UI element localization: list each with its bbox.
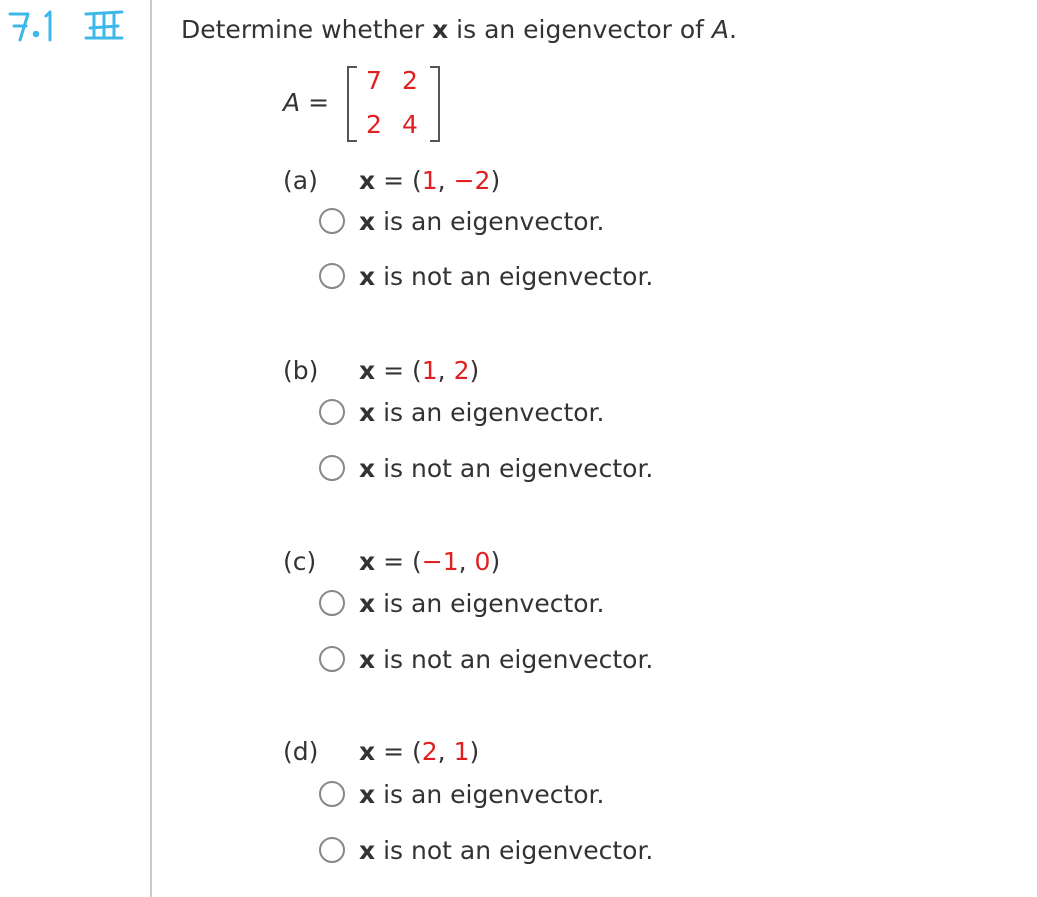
part-label: (a) [283, 166, 318, 195]
margin-divider [150, 0, 152, 897]
question-prompt: Determine whether x is an eigenvector of A. [181, 15, 737, 44]
part-label: (d) [283, 737, 319, 766]
option-is-eigenvector[interactable]: x is an eigenvector. [319, 776, 605, 812]
option-is-eigenvector[interactable]: x is an eigenvector. [319, 203, 605, 239]
matrix-symbol: A [711, 15, 729, 44]
option-is-not-eigenvector[interactable]: x is not an eigenvector. [319, 832, 653, 868]
radio-button[interactable] [319, 208, 345, 234]
part-label: (c) [283, 547, 317, 576]
matrix-cell-1-1: 7 [366, 66, 382, 95]
matrix-cell-1-2: 2 [402, 66, 418, 95]
radio-button[interactable] [319, 837, 345, 863]
matrix-cell-2-2: 4 [402, 110, 418, 139]
matrix-label: A = [283, 88, 330, 117]
left-margin [0, 0, 150, 897]
matrix-cell-2-1: 2 [366, 110, 382, 139]
option-is-eigenvector[interactable]: x is an eigenvector. [319, 585, 605, 621]
option-is-not-eigenvector[interactable]: x is not an eigenvector. [319, 258, 653, 294]
matrix-right-bracket [430, 66, 440, 142]
vector-value: x = (1, 2) [359, 356, 480, 385]
vector-symbol: x [432, 15, 449, 44]
vector-value: x = (1, −2) [359, 166, 501, 195]
matrix-left-bracket [347, 66, 357, 142]
radio-button[interactable] [319, 455, 345, 481]
option-is-not-eigenvector[interactable]: x is not an eigenvector. [319, 641, 653, 677]
radio-button[interactable] [319, 646, 345, 672]
radio-button[interactable] [319, 781, 345, 807]
option-is-eigenvector[interactable]: x is an eigenvector. [319, 394, 605, 430]
vector-value: x = (2, 1) [359, 737, 480, 766]
option-is-not-eigenvector[interactable]: x is not an eigenvector. [319, 450, 653, 486]
radio-button[interactable] [319, 399, 345, 425]
radio-button[interactable] [319, 263, 345, 289]
vector-value: x = (−1, 0) [359, 547, 501, 576]
handwritten-note [6, 4, 126, 48]
radio-button[interactable] [319, 590, 345, 616]
part-label: (b) [283, 356, 319, 385]
